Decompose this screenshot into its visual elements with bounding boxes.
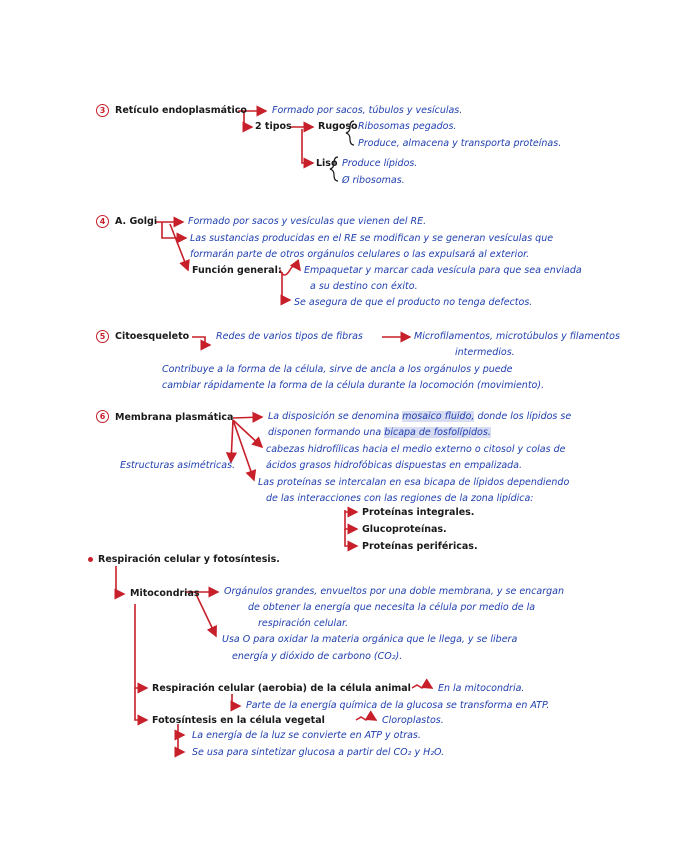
- membrana-c1: Las proteínas se intercalan en esa bicapa de lípidos dependiendo: [258, 477, 570, 488]
- golgi-function-label: Función general:: [192, 265, 282, 276]
- section-4-number: 4: [96, 215, 109, 228]
- membrana-b2: ácidos grasos hidrofóbicas dispuestas en empalizada.: [266, 460, 523, 471]
- section-6-title: Membrana plasmática: [115, 412, 234, 423]
- section-3-number: 3: [96, 104, 109, 117]
- rugoso-item: Ribosomas pegados.: [358, 121, 457, 132]
- cito-line3: cambiar rápidamente la forma de la célula durante la locomoción (movimiento).: [162, 380, 545, 391]
- cito-line1: Redes de varios tipos de fibras: [216, 331, 363, 342]
- section-6-number: 6: [96, 410, 109, 423]
- liso-item: Produce lípidos.: [342, 158, 418, 169]
- liso-item: Ø ribosomas.: [342, 175, 405, 186]
- cito-line2: Contribuye a la forma de la célula, sirve de ancla a los orgánulos y puede: [162, 364, 513, 375]
- membrana-a1-tail: donde los lípidos se: [477, 411, 572, 422]
- section-5-number: 5: [96, 330, 109, 343]
- membrana-a2-text: disponen formando una: [268, 427, 382, 438]
- mitocondrias-label: Mitocondrias: [130, 588, 200, 599]
- membrana-highlight-bicapa: bicapa de fosfolípidos.: [384, 427, 491, 438]
- section-3-title: Retículo endoplasmático: [115, 105, 247, 116]
- membrana-highlight-mosaico: mosaico fluido,: [402, 411, 475, 422]
- bullet-dot: [88, 557, 93, 562]
- respiracion-label: Respiración celular (aerobia) de la célula animal: [152, 683, 411, 694]
- golgi-function-2: a su destino con éxito.: [310, 281, 418, 292]
- mito-line5: energía y dióxido de carbono (CO₂).: [232, 651, 403, 662]
- fotosintesis-location: Cloroplastos.: [382, 715, 444, 726]
- golgi-line2: Las sustancias producidas en el RE se modifican y se generan vesículas que: [190, 233, 554, 244]
- mito-line2: de obtener la energía que necesita la célula por medio de la: [248, 602, 536, 613]
- section-5-title: Citoesqueleto: [115, 331, 190, 342]
- membrana-a1-text: La disposición se denomina: [268, 411, 400, 422]
- cito-line1c: intermedios.: [455, 347, 515, 358]
- fotosintesis-line1: La energía de la luz se convierte en ATP y otras.: [192, 730, 421, 741]
- protein-item: Proteínas integrales.: [362, 507, 475, 518]
- membrana-side-note: Estructuras asimétricas.: [120, 460, 236, 471]
- section-4-title: A. Golgi: [115, 216, 158, 227]
- rugoso-item: Produce, almacena y transporta proteínas.: [358, 138, 562, 149]
- protein-item: Proteínas periféricas.: [362, 541, 478, 552]
- mito-line4: Usa O para oxidar la materia orgánica que le llega, y se libera: [222, 634, 518, 645]
- er-formado: Formado por sacos, túbulos y vesículas.: [272, 105, 463, 116]
- er-liso: Liso: [316, 158, 338, 169]
- protein-item: Glucoproteínas.: [362, 524, 447, 535]
- section-7-title: Respiración celular y fotosíntesis.: [98, 554, 280, 565]
- membrana-c2: de las interacciones con las regiones de la zona lipídica:: [266, 493, 534, 504]
- respiracion-note: Parte de la energía química de la glucosa se transforma en ATP.: [246, 700, 550, 711]
- fotosintesis-line2: Se usa para sintetizar glucosa a partir del CO₂ y H₂O.: [192, 747, 445, 758]
- respiracion-location: En la mitocondria.: [438, 683, 525, 694]
- golgi-line1: Formado por sacos y vesículas que vienen del RE.: [188, 216, 427, 227]
- golgi-function-3: Se asegura de que el producto no tenga defectos.: [294, 297, 533, 308]
- mito-line3: respiración celular.: [258, 618, 349, 629]
- golgi-line3: formarán parte de otros orgánulos celulares o las expulsará al exterior.: [190, 249, 530, 260]
- er-rugoso: Rugoso: [318, 121, 358, 132]
- golgi-function-1: Empaquetar y marcar cada vesícula para que sea enviada: [304, 265, 582, 276]
- membrana-a2: [268, 427, 491, 438]
- membrana-b1: cabezas hidrofílicas hacia el medio externo o citosol y colas de: [266, 444, 566, 455]
- membrana-a1: [268, 411, 571, 422]
- fotosintesis-label: Fotosíntesis en la célula vegetal: [152, 715, 325, 726]
- er-tipos: 2 tipos: [255, 121, 292, 132]
- mito-line1: Orgánulos grandes, envueltos por una doble membrana, y se encargan: [224, 586, 565, 597]
- cito-line1b: Microfilamentos, microtúbulos y filamentos: [414, 331, 620, 342]
